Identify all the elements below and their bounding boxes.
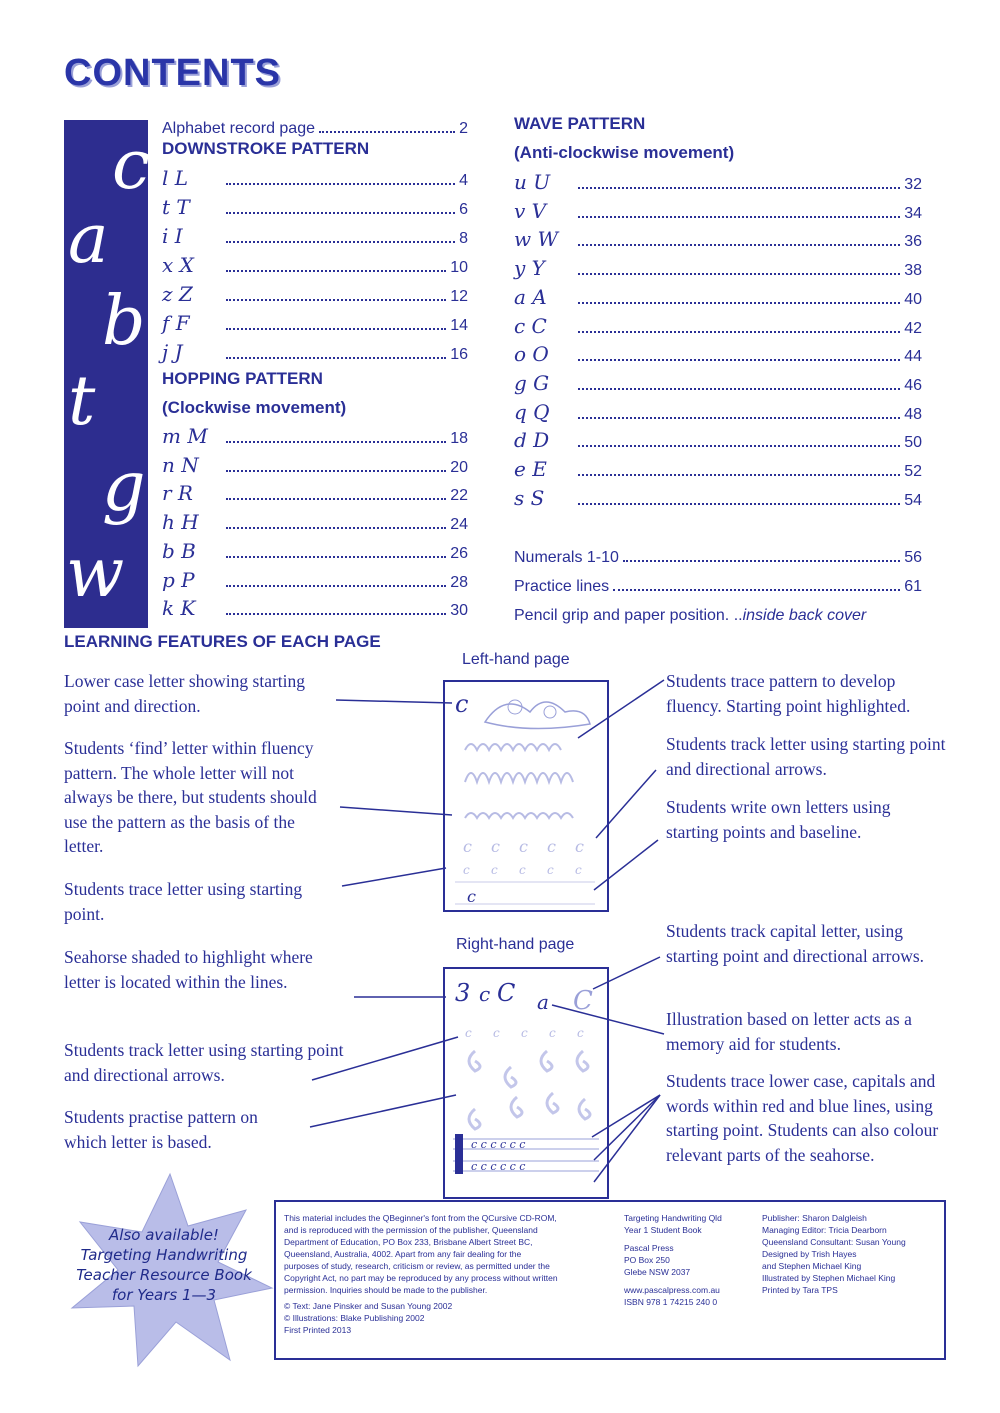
svg-text:c: c [491,837,500,856]
feature-note: Students practise pattern on which letter is based. [64,1107,258,1152]
toc-letters: j J [162,340,183,364]
book-info [624,1212,754,1236]
toc-label: Practice lines [514,578,610,595]
svg-text:C: C [573,986,593,1016]
imprint-line: Glebe NSW 2037 [624,1267,691,1277]
toc-page: 46 [904,376,922,394]
toc-page: 30 [450,602,468,620]
promo-line: Targeting Handwriting [80,1246,248,1264]
toc-page: 10 [450,259,468,276]
sidebar-letter: c [112,126,151,205]
features-heading: LEARNING FEATURES OF EACH PAGE [64,632,381,651]
svg-text:c: c [547,837,556,856]
toc-letters: e E [514,457,547,481]
toc-letters: f F [162,311,190,335]
imprint-line: purposes of study, research, criticism or review, as permitted under the [284,1261,550,1271]
toc-letters: s S [514,485,545,510]
toc-page: 14 [450,317,468,334]
svg-text:c: c [575,837,584,856]
imprint-line: Pascal Press [624,1243,674,1253]
sidebar-letter: w [66,534,125,613]
toc-letters: k K [162,596,196,621]
imprint-line: Targeting Handwriting Qld [624,1213,722,1223]
toc-letters: z Z [162,282,193,306]
web-isbn [624,1284,754,1308]
toc-letters: h H [162,510,199,535]
toc-page: 6 [459,201,468,218]
feature-note: Lower case letter showing starting point and direction. [64,671,306,716]
feature-note: Students trace letter using starting point. [64,879,303,924]
toc-letters: o O [514,342,549,367]
toc-page: inside back cover [742,607,867,624]
imprint-line: PO Box 250 [624,1255,670,1265]
page-title: CONTENTS [64,52,281,94]
toc-letters: b B [162,538,196,563]
imprint-line: First Printed 2013 [284,1325,352,1335]
toc-letters: t T [162,195,190,219]
toc-page: 38 [904,262,922,280]
toc-letters: l L [162,166,189,190]
toc-letters: x X [162,253,194,277]
section-heading-downstroke: DOWNSTROKE PATTERN [162,139,370,158]
toc-page: 16 [450,346,468,363]
svg-text:c: c [491,863,498,877]
section-subheading-wave: (Anti-clockwise movement) [514,143,735,162]
imprint-line: Designed by Trish Hayes [762,1249,857,1259]
toc-page: 32 [904,176,922,193]
imprint-line: Publisher: Sharon Dalgleish [762,1213,867,1223]
credits [284,1300,614,1336]
svg-text:a: a [537,990,549,1014]
toc-page: 4 [459,172,468,189]
svg-text:c: c [521,1026,528,1040]
sidebar-letter: t [68,362,96,441]
toc-page: 26 [450,544,468,562]
imprint-line: © Text: Jane Pinsker and Susan Young 2002 [284,1301,453,1311]
toc-letters: r R [162,481,193,506]
section-heading-hopping: HOPPING PATTERN [162,369,323,388]
svg-text:c: c [463,837,472,856]
toc-label: Numerals 1-10 [514,549,619,566]
promo-text [64,1225,264,1305]
imprint-line: Year 1 Student Book [624,1225,702,1235]
svg-text:c: c [455,690,469,718]
toc-page: 50 [904,434,922,452]
toc-page: 54 [904,491,922,509]
toc-page: 40 [904,290,922,308]
svg-text:c c c c c c: c c c c c c [471,1138,526,1151]
publisher-address [624,1242,754,1278]
feature-note: Students track letter using starting point and directional arrows. [64,1040,344,1085]
production-credits [762,1212,940,1296]
section-heading-wave: WAVE PATTERN [514,114,646,133]
imprint-line: and Stephen Michael King [762,1261,862,1271]
promo-line: Teacher Resource Book [76,1266,252,1284]
toc-letters: d D [514,428,550,453]
toc-letters: y Y [514,256,545,281]
toc-letters: i I [162,224,183,248]
feature-note: Students track capital letter, using starting point and directional arrows. [666,921,925,966]
feature-note: Students trace pattern to develop fluency. Starting point highlighted. [666,671,911,716]
imprint-line: Managing Editor: Tricia Dearborn [762,1225,887,1235]
svg-text:c: c [493,1026,500,1040]
toc-page: 56 [904,549,922,566]
toc-page: 8 [459,230,468,247]
svg-text:c: c [577,1026,584,1040]
svg-text:c: c [549,1026,556,1040]
toc-letters: u U [514,170,551,194]
left-page-label: Left-hand page [462,651,570,668]
toc-letters: a A [514,284,547,309]
svg-text:c: c [575,863,582,877]
toc-label: Pencil grip and paper position. .. [514,607,743,624]
svg-text:c: c [465,1026,472,1040]
svg-text:C: C [497,979,516,1007]
imprint-line: This material includes the QBeginner's font from the QCursive CD-ROM, [284,1213,557,1223]
imprint-line: Copyright Act, no part may be reproduced by any process without written [284,1273,558,1283]
right-page-label: Right-hand page [456,936,575,953]
imprint-line: Queensland, Australia, 4002. Apart from any fair dealing for the [284,1249,522,1259]
imprint-line: Illustrated by Stephen Michael King [762,1273,896,1283]
toc-page: 34 [904,204,922,222]
imprint-line: permission. Inquiries should be made to the publisher. [284,1285,488,1295]
toc-page: 2 [459,120,468,137]
svg-text:c: c [463,863,470,877]
imprint-line: Department of Education, PO Box 233, Brisbane Albert Street BC, [284,1237,533,1247]
feature-note: Illustration based on letter acts as a memory aid for students. [666,1009,912,1054]
feature-note: Students ‘find’ letter within fluency pattern. The whole letter will not always be there, but students should use the pattern as the basis of the letter. [64,738,317,856]
toc-page: 28 [450,573,468,591]
svg-text:c: c [479,982,491,1006]
toc-page: 20 [450,458,468,476]
toc-page: 48 [904,405,922,423]
toc-page: 44 [904,348,922,366]
toc-letters: g G [514,370,550,395]
toc-letters: n N [162,452,199,477]
toc-page: 22 [450,487,468,505]
toc-letters: v V [514,198,547,223]
toc-page: 18 [450,430,468,447]
toc-letters: q Q [514,399,550,424]
toc-letters: w W [514,227,559,252]
feature-note: Students trace lower case, capitals and words within red and blue lines, using starting point. Students can also colour relevant parts of the seahorse. [666,1071,939,1165]
sidebar-letter: b [102,282,146,361]
imprint-line: and is reproduced with the permission of the publisher, Queensland [284,1225,538,1235]
imprint-line: Printed by Tara TPS [762,1285,838,1295]
svg-text:c: c [519,837,528,856]
svg-text:c: c [519,863,526,877]
imprint-line: ISBN 978 1 74215 240 0 [624,1297,718,1307]
toc-page: 42 [904,319,922,337]
svg-text:c: c [467,887,476,906]
promo-line: for Years 1—3 [111,1286,217,1304]
feature-note: Students track letter using starting point and directional arrows. [666,734,946,779]
imprint-line: Queensland Consultant: Susan Young [762,1237,906,1247]
copyright-notice [284,1212,614,1296]
imprint-line: www.pascalpress.com.au [624,1285,720,1295]
imprint-line: © Illustrations: Blake Publishing 2002 [284,1313,425,1323]
section-subheading-hopping: (Clockwise movement) [162,398,347,417]
sidebar-letter: g [102,448,146,527]
feature-note: Students write own letters using starting points and baseline. [666,797,891,842]
toc-page: 52 [904,463,922,480]
sidebar-letter: a [68,200,109,279]
svg-text:c: c [547,863,554,877]
toc-letters: m M [162,424,208,448]
svg-text:3: 3 [455,979,471,1007]
toc-page: 36 [904,233,922,251]
toc-page: 12 [450,288,468,305]
svg-text:c c c c c c: c c c c c c [471,1160,526,1173]
promo-line: Also available! [109,1226,219,1244]
toc-page: 24 [450,516,468,534]
toc-label: Alphabet record page [162,120,315,137]
toc-letters: c C [514,313,547,338]
toc-letters: p P [162,567,195,592]
toc-page: 61 [904,578,922,595]
feature-note: Seahorse shaded to highlight where letter is located within the lines. [64,947,313,992]
